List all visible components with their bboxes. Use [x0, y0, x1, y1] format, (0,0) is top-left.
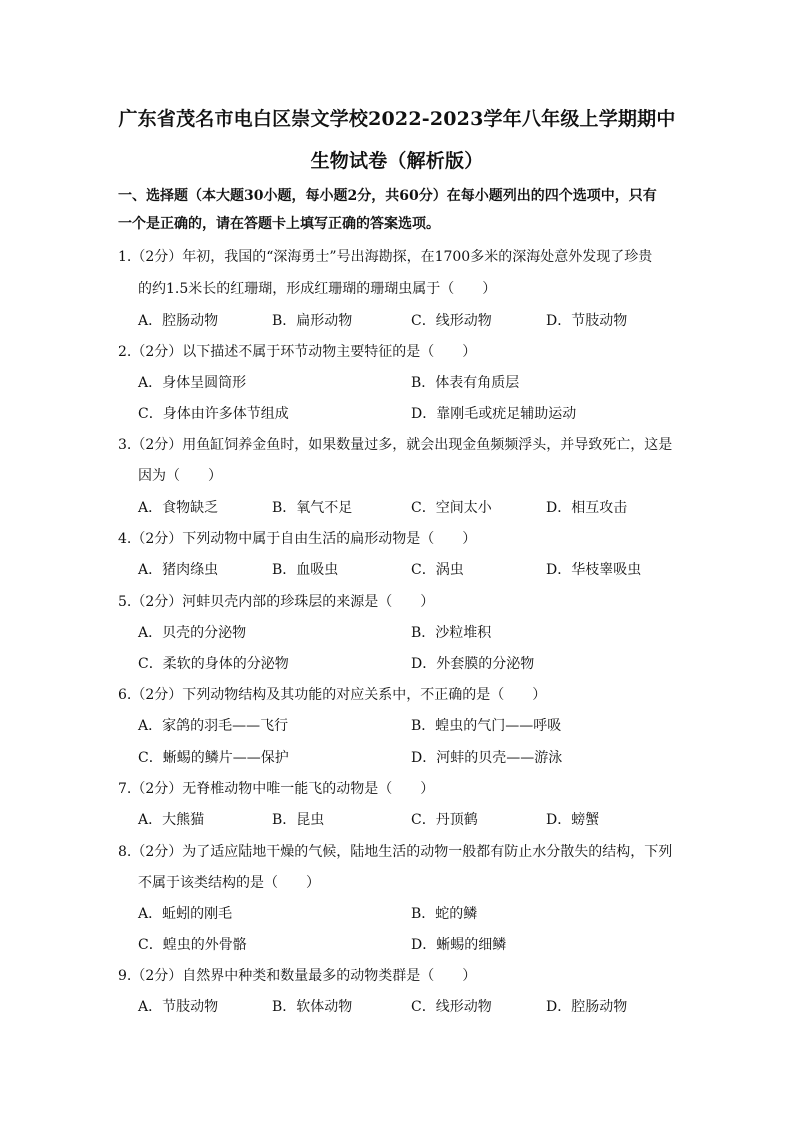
question-7-option-b: B．昆虫: [272, 812, 325, 828]
question-2-option-a: A．身体呈圆筒形: [138, 375, 247, 391]
question-8-option-d: D．蜥蜴的细鳞: [411, 937, 507, 953]
question-1-stem-line1: 1.（2分）年初，我国的“深海勇士”号出海勘探，在1700多米的深海处意外发现了珍贵: [118, 249, 653, 265]
question-9-option-c: C．线形动物: [411, 999, 492, 1015]
question-8-option-a: A．蚯蚓的刚毛: [138, 906, 233, 922]
question-7-stem-line1: 7.（2分）无脊椎动物中唯一能飞的动物是（ ）: [118, 781, 435, 797]
section-heading-line1: 一、选择题（本大题30小题，每小题2分，共60分）在每小题列出的四个选项中，只有: [118, 188, 657, 204]
question-5-option-b: B．沙粒堆积: [411, 625, 492, 641]
question-6-option-d: D．河蚌的贝壳——游泳: [411, 750, 563, 766]
question-1-option-b: B．扁形动物: [272, 313, 353, 329]
question-6-option-a: A．家鸽的羽毛——飞行: [138, 718, 289, 734]
question-8-stem-line2: 不属于该类结构的是（ ）: [138, 875, 320, 891]
question-8-option-b: B．蛇的鳞: [411, 906, 478, 922]
question-9-stem-line1: 9.（2分）自然界中种类和数量最多的动物类群是（ ）: [118, 968, 477, 984]
question-3-option-d: D．相互攻击: [546, 500, 628, 516]
section-heading-line2: 一个是正确的，请在答题卡上填写正确的答案选项。: [118, 216, 440, 232]
question-4-option-d: D．华枝睾吸虫: [546, 562, 642, 578]
question-2-option-d: D．靠刚毛或疣足辅助运动: [411, 406, 577, 422]
question-6-option-b: B．蝗虫的气门——呼吸: [411, 718, 562, 734]
page-title-line2: 生物试卷（解析版）: [310, 150, 484, 172]
question-2-stem-line1: 2.（2分）以下描述不属于环节动物主要特征的是（ ）: [118, 344, 477, 360]
question-4-option-a: A．猪肉绦虫: [138, 562, 219, 578]
question-6-stem-line1: 6.（2分）下列动物结构及其功能的对应关系中，不正确的是（ ）: [118, 687, 547, 703]
question-6-option-c: C．蜥蜴的鳞片——保护: [138, 750, 289, 766]
question-8-option-c: C．蝗虫的外骨骼: [138, 937, 247, 953]
question-2-option-c: C．身体由许多体节组成: [138, 406, 289, 422]
question-5-option-d: D．外套膜的分泌物: [411, 656, 535, 672]
question-2-option-b: B．体表有角质层: [411, 375, 520, 391]
question-4-option-b: B．血吸虫: [272, 562, 339, 578]
question-9-option-d: D．腔肠动物: [546, 999, 628, 1015]
question-1-option-d: D．节肢动物: [546, 313, 628, 329]
question-1-stem-line2: 的约1.5米长的红珊瑚，形成红珊瑚的珊瑚虫属于（ ）: [138, 281, 497, 297]
question-5-option-a: A．贝壳的分泌物: [138, 625, 247, 641]
question-9-option-b: B．软体动物: [272, 999, 353, 1015]
question-9-option-a: A．节肢动物: [138, 999, 219, 1015]
question-5-stem-line1: 5.（2分）河蚌贝壳内部的珍珠层的来源是（ ）: [118, 594, 435, 610]
question-7-option-a: A．大熊猫: [138, 812, 205, 828]
question-5-option-c: C．柔软的身体的分泌物: [138, 656, 289, 672]
question-8-stem-line1: 8.（2分）为了适应陆地干燥的气候，陆地生活的动物一般都有防止水分散失的结构，下列: [118, 844, 673, 860]
question-3-option-c: C．空间太小: [411, 500, 492, 516]
question-3-stem-line1: 3.（2分）用鱼缸饲养金鱼时，如果数量过多，就会出现金鱼频频浮头，并导致死亡，这是: [118, 437, 673, 453]
question-7-option-c: C．丹顶鹤: [411, 812, 478, 828]
question-4-stem-line1: 4.（2分）下列动物中属于自由生活的扁形动物是（ ）: [118, 531, 477, 547]
question-3-option-a: A．食物缺乏: [138, 500, 219, 516]
question-3-stem-line2: 因为（ ）: [138, 468, 222, 484]
question-1-option-a: A．腔肠动物: [138, 313, 219, 329]
question-7-option-d: D．螃蟹: [546, 812, 600, 828]
page-title-line1: 广东省茂名市电白区崇文学校2022-2023学年八年级上学期期中: [118, 108, 676, 130]
question-1-option-c: C．线形动物: [411, 313, 492, 329]
question-3-option-b: B．氧气不足: [272, 500, 353, 516]
question-4-option-c: C．涡虫: [411, 562, 464, 578]
